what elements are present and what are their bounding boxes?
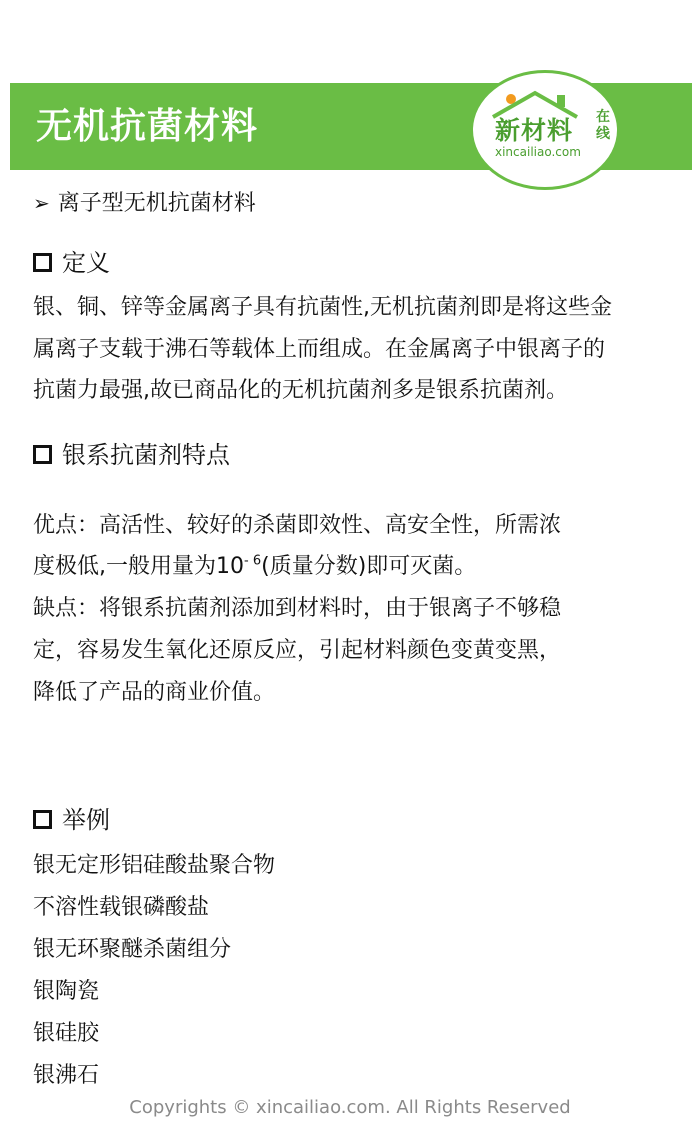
- logo-url: xincailiao.com: [495, 145, 581, 159]
- arrow-bullet-icon: ➢: [33, 191, 50, 215]
- definition-heading: [33, 243, 110, 278]
- pros-text-pre: 度极低,一般用量为10: [33, 554, 244, 579]
- site-logo[interactable]: [470, 70, 620, 190]
- pros-text-post: (质量分数)即可灭菌。: [261, 554, 477, 579]
- square-bullet-icon: [33, 253, 52, 272]
- definition-line: 抗菌力最强,故已商品化的无机抗菌剂多是银系抗菌剂。: [33, 378, 568, 403]
- cons-line: 缺点：将银系抗菌剂添加到材料时，由于银离子不够稳: [33, 596, 562, 621]
- definition-heading-text: 定义: [62, 249, 110, 277]
- definition-line: 银、铜、锌等金属离子具有抗菌性,无机抗菌剂即是将这些金: [33, 295, 612, 320]
- square-bullet-icon: [33, 810, 52, 829]
- square-bullet-icon: [33, 445, 52, 464]
- page-title: 无机抗菌材料: [36, 106, 259, 147]
- definition-line: 属离子支载于沸石等载体上而组成。在金属离子中银离子的: [33, 337, 606, 362]
- logo-side-text: 在线: [596, 109, 610, 142]
- cons-line: 定，容易发生氧化还原反应，引起材料颜色变黄变黑，: [33, 638, 562, 663]
- example-item: 银沸石: [33, 1063, 100, 1088]
- copyright-footer: Copyrights © xincailiao.com. All Rights Reserved: [129, 1097, 571, 1118]
- subheading: [33, 186, 256, 217]
- example-item: 银无环聚醚杀菌组分: [33, 937, 232, 962]
- example-item: 银硅胶: [33, 1021, 100, 1046]
- examples-heading: [33, 800, 110, 835]
- pros-line: 优点：高活性、较好的杀菌即效性、高安全性，所需浓: [33, 513, 562, 538]
- examples-heading-text: 举例: [62, 806, 110, 834]
- exponent: - 6: [244, 553, 262, 569]
- subheading-text: 离子型无机抗菌材料: [57, 191, 256, 216]
- logo-text: 新材料: [495, 116, 574, 145]
- example-item: 银无定形铝硅酸盐聚合物: [33, 853, 276, 878]
- cons-line: 降低了产品的商业价值。: [33, 680, 276, 705]
- example-item: 不溶性载银磷酸盐: [33, 895, 210, 920]
- example-item: 银陶瓷: [33, 979, 100, 1004]
- features-heading: [33, 435, 230, 470]
- pros-line: [33, 549, 476, 580]
- features-heading-text: 银系抗菌剂特点: [62, 441, 230, 469]
